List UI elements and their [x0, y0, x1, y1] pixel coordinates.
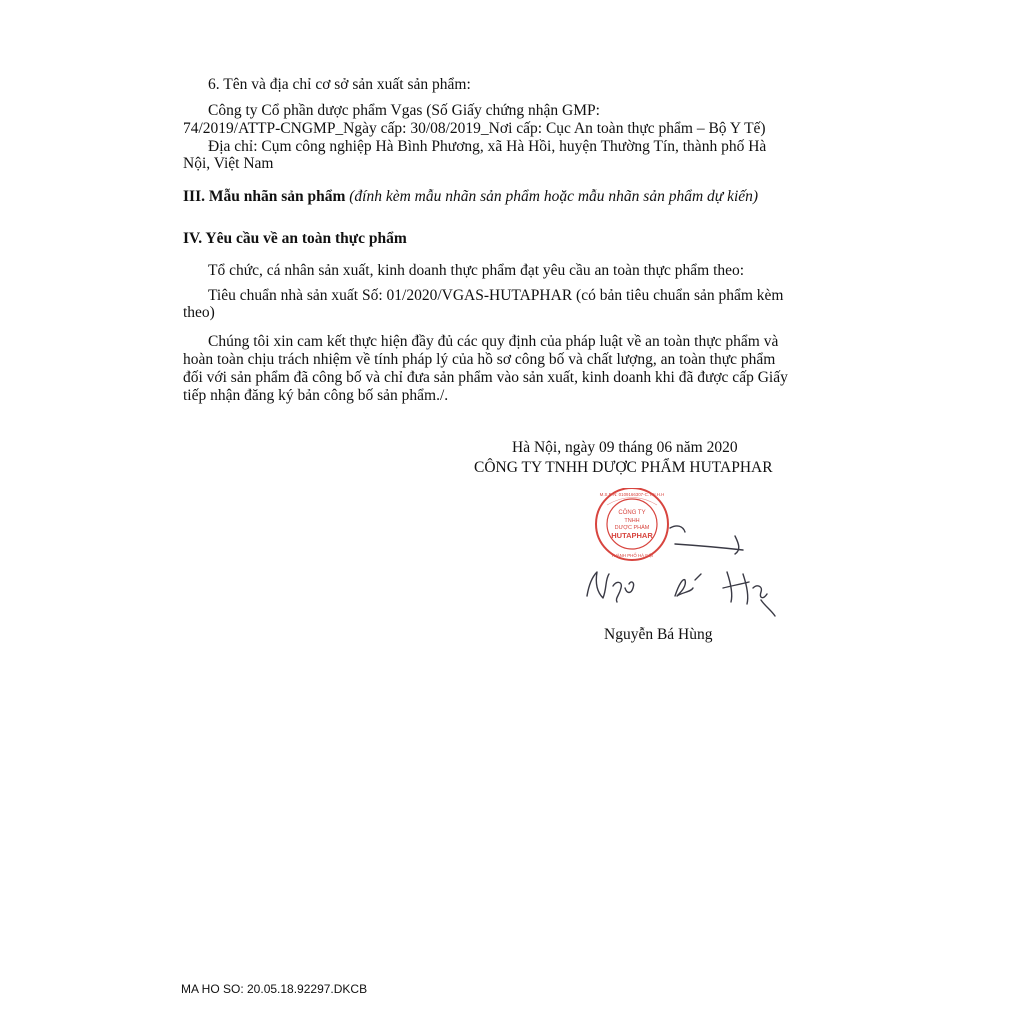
svg-text:HUTAPHAR: HUTAPHAR	[611, 531, 653, 540]
section6-heading: 6. Tên và địa chỉ cơ sở sản xuất sản phẩm:	[208, 76, 471, 93]
svg-text:THÀNH PHỐ HÀ NỘI: THÀNH PHỐ HÀ NỘI	[610, 553, 654, 558]
section4-line-7: tiếp nhận đăng ký bản công bố sản phẩm./.	[183, 387, 449, 404]
section6-line-1: Công ty Cổ phần dược phẩm Vgas (Số Giấy chứng nhận GMP:	[208, 102, 600, 119]
section6-line-3: Địa chỉ: Cụm công nghiệp Hà Bình Phương, xã Hà Hồi, huyện Thường Tín, thành phố Hà	[208, 138, 767, 155]
svg-text:DƯỢC PHẨM: DƯỢC PHẨM	[614, 525, 650, 531]
section4-line-1: Tổ chức, cá nhân sản xuất, kinh doanh thực phẩm đạt yêu cầu an toàn thực phẩm theo:	[208, 262, 745, 279]
seal-text	[600, 492, 665, 558]
seal-stamp	[596, 488, 668, 560]
svg-text:CÔNG TY: CÔNG TY	[618, 510, 646, 516]
company-name: CÔNG TY TNHH DƯỢC PHẨM HUTAPHAR	[474, 459, 773, 476]
section3-heading-line	[183, 188, 758, 206]
section4-heading: IV. Yêu cầu về an toàn thực phẩm	[183, 230, 407, 247]
section6-line-2: 74/2019/ATTP-CNGMP_Ngày cấp: 30/08/2019_Nơi cấp: Cục An toàn thực phẩm – Bộ Y Tế)	[183, 120, 766, 137]
svg-text:M.S.D.N: 0109166307-C.T.N.H.H: M.S.D.N: 0109166307-C.T.N.H.H	[599, 492, 665, 497]
svg-text:TNHH: TNHH	[624, 518, 640, 524]
section6-line-4: Nội, Việt Nam	[183, 155, 274, 172]
date-line: Hà Nội, ngày 09 tháng 06 năm 2020	[512, 439, 738, 456]
signature-stamp-area	[565, 488, 790, 623]
section4-line-2: Tiêu chuẩn nhà sản xuất Số: 01/2020/VGAS-HUTAPHAR (có bản tiêu chuẩn sản phẩm kèm	[208, 287, 784, 304]
section4-line-3: theo)	[183, 304, 215, 321]
footer-code: MA HO SO: 20.05.18.92297.DKCB	[181, 982, 368, 996]
company-seal	[565, 488, 790, 623]
section3-heading: III. Mẫu nhãn sản phẩm	[183, 188, 346, 205]
signer-name: Nguyễn Bá Hùng	[604, 626, 713, 643]
section3-note: (đính kèm mẫu nhãn sản phẩm hoặc mẫu nhãn sản phẩm dự kiến)	[349, 188, 759, 205]
section4-line-4: Chúng tôi xin cam kết thực hiện đầy đủ các quy định của pháp luật về an toàn thực phẩm và	[208, 333, 779, 350]
section4-line-6: đối với sản phẩm đã công bố và chỉ đưa sản phẩm vào sản xuất, kinh doanh khi đã được cấp Giấy	[183, 369, 788, 386]
section4-line-5: hoàn toàn chịu trách nhiệm về tính pháp lý của hồ sơ công bố và chất lượng, an toàn thực phẩm	[183, 351, 776, 368]
